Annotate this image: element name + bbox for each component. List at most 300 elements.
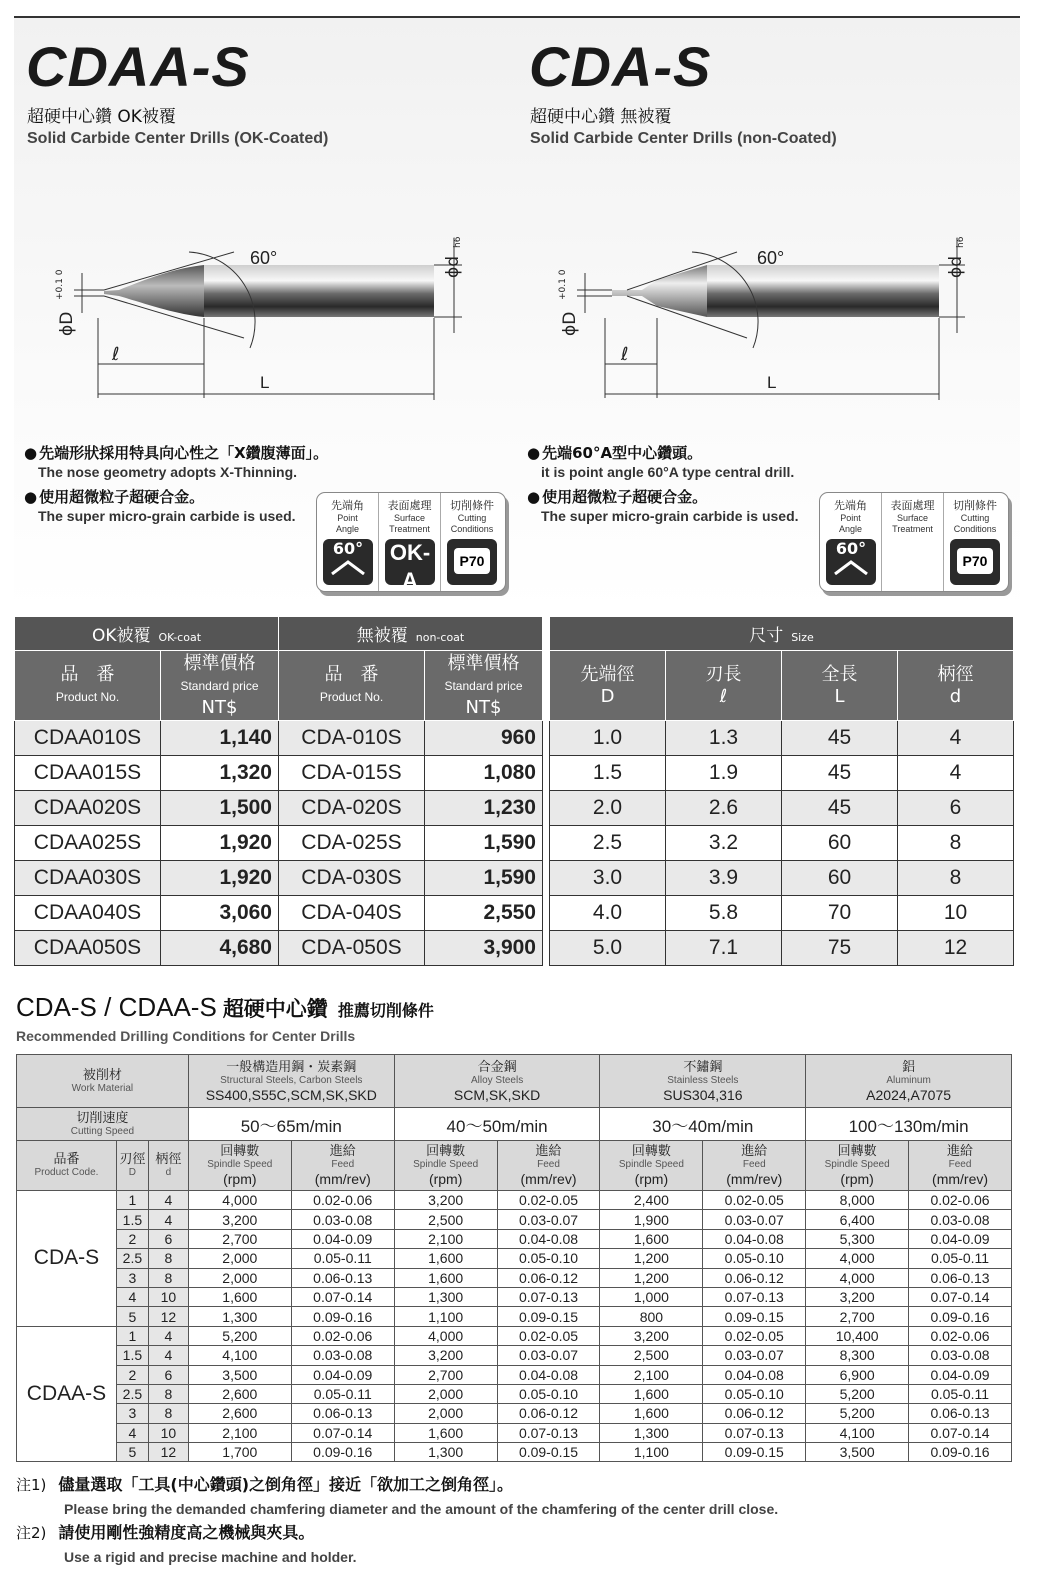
shank-diameter: 4 bbox=[148, 1326, 188, 1345]
non-coat-product-no: CDA-015S bbox=[279, 756, 425, 791]
spindle-speed: 3,200 bbox=[188, 1210, 291, 1229]
dim-L-label: L bbox=[767, 373, 777, 392]
edge-diameter-header: 刃徑 D bbox=[116, 1141, 148, 1191]
feed: 0.03-0.07 bbox=[703, 1346, 806, 1365]
angle-label: 60° bbox=[250, 248, 278, 268]
feed: 0.09-0.15 bbox=[497, 1443, 600, 1462]
spindle-speed: 4,000 bbox=[394, 1326, 497, 1345]
note-1: 注1) 儘量選取「工具(中心鑽頭)之倒角徑」接近「欲加工之倒角徑」。 Please bring the demanded chamfering diameter and the amount of the chamfering of the center drill close. bbox=[16, 1475, 779, 1517]
flute-length: 5.8 bbox=[666, 896, 782, 931]
spindle-zh: 回轉數 bbox=[837, 1144, 877, 1159]
spindle-speed: 1,300 bbox=[188, 1307, 291, 1326]
non-coat-product-no: CDA-025S bbox=[279, 826, 425, 861]
feed: 0.07-0.13 bbox=[703, 1423, 806, 1442]
feed: 0.05-0.11 bbox=[909, 1384, 1012, 1403]
point-angle-icon: 60° bbox=[323, 539, 373, 585]
spindle-speed: 800 bbox=[600, 1307, 703, 1326]
spindle-speed: 2,000 bbox=[394, 1384, 497, 1403]
dim-D-label: ϕD bbox=[560, 311, 580, 336]
spindle-en: Spindle Speed bbox=[207, 1159, 273, 1170]
product-subtitle-en: Solid Carbide Center Drills (OK-Coated) bbox=[27, 130, 329, 147]
feed: 0.06-0.13 bbox=[909, 1268, 1012, 1287]
product-overview-panel bbox=[14, 16, 1020, 612]
product-title: CDA-S bbox=[529, 35, 712, 98]
shank-diameter: 8 bbox=[898, 861, 1014, 896]
product-group-label: CDA-S bbox=[17, 1191, 117, 1327]
table-row bbox=[17, 1423, 1012, 1442]
spindle-speed: 2,500 bbox=[394, 1210, 497, 1229]
size-group-header: 尺寸 Size bbox=[550, 617, 1014, 651]
ok-price: 1,920 bbox=[161, 826, 279, 861]
ok-product-no: CDAA020S bbox=[15, 791, 161, 826]
feed: 0.07-0.13 bbox=[703, 1287, 806, 1306]
material-header: 不鏽鋼 Stainless Steels SUS304,316 bbox=[600, 1055, 806, 1108]
feed-header bbox=[291, 1141, 394, 1191]
table-row bbox=[17, 1307, 1012, 1326]
bullet-zh: ● 先端形狀採用特具向心性之「X鑽腹薄面」。 bbox=[24, 442, 324, 464]
angle-label: 60° bbox=[757, 248, 785, 268]
ok-product-no: CDAA030S bbox=[15, 861, 161, 896]
feed: 0.09-0.15 bbox=[703, 1443, 806, 1462]
shank-diameter: 10 bbox=[148, 1423, 188, 1442]
cutting-speed-value: 30～40m/min bbox=[600, 1108, 806, 1141]
edge-diameter: 2.5 bbox=[116, 1249, 148, 1268]
spindle-en: Spindle Speed bbox=[413, 1159, 479, 1170]
shank-diameter: 6 bbox=[148, 1229, 188, 1248]
spindle-unit: (rpm) bbox=[223, 1171, 257, 1187]
feed: 0.06-0.13 bbox=[291, 1268, 394, 1287]
spindle-speed: 5,200 bbox=[188, 1326, 291, 1345]
flute-length: 3.2 bbox=[666, 826, 782, 861]
table-row bbox=[17, 1346, 1012, 1365]
spindle-speed: 2,600 bbox=[188, 1384, 291, 1403]
spindle-speed: 3,200 bbox=[600, 1326, 703, 1345]
feed: 0.06-0.12 bbox=[703, 1404, 806, 1423]
non-coat-price: 2,550 bbox=[425, 896, 543, 931]
product-group-label: CDAA-S bbox=[17, 1326, 117, 1462]
table-row bbox=[15, 861, 543, 896]
feed: 0.07-0.14 bbox=[909, 1423, 1012, 1442]
ok-price: 4,680 bbox=[161, 931, 279, 966]
feed-en: Feed bbox=[537, 1159, 560, 1170]
point-angle-icon: 60° bbox=[826, 539, 876, 585]
spindle-speed: 2,500 bbox=[600, 1346, 703, 1365]
ok-product-no: CDAA040S bbox=[15, 896, 161, 931]
feed: 0.02-0.05 bbox=[497, 1326, 600, 1345]
shank-diameter: 4 bbox=[898, 721, 1014, 756]
spindle-zh: 回轉數 bbox=[426, 1144, 466, 1159]
feature-bullets bbox=[527, 442, 827, 530]
drill-body bbox=[612, 265, 939, 317]
feed-en: Feed bbox=[742, 1159, 766, 1170]
spindle-speed: 5,200 bbox=[806, 1384, 909, 1403]
dim-D-tolerance: +0.1 0 bbox=[558, 269, 568, 300]
table-row bbox=[17, 1326, 1012, 1345]
feed: 0.07-0.14 bbox=[291, 1287, 394, 1306]
spindle-speed: 2,600 bbox=[188, 1404, 291, 1423]
dim-L-label: L bbox=[260, 373, 270, 392]
edge-diameter: 4 bbox=[116, 1423, 148, 1442]
spindle-speed: 5,200 bbox=[806, 1404, 909, 1423]
feed-unit: (mm/rev) bbox=[932, 1171, 989, 1187]
bullet-zh: ● 使用超微粒子超硬合金。 bbox=[527, 486, 827, 508]
spindle-speed: 6,900 bbox=[806, 1365, 909, 1384]
feed: 0.05-0.10 bbox=[497, 1384, 600, 1403]
edge-diameter: 5 bbox=[116, 1307, 148, 1326]
dim-d-tolerance: h6 bbox=[453, 236, 463, 248]
spindle-speed: 4,100 bbox=[188, 1346, 291, 1365]
non-coat-product-no: CDA-050S bbox=[279, 931, 425, 966]
feed-unit: (mm/rev) bbox=[726, 1171, 783, 1187]
cutting-conditions-col: 切削條件 Cutting Conditions P70 bbox=[441, 493, 503, 591]
spindle-unit: (rpm) bbox=[428, 1171, 463, 1187]
table-row bbox=[17, 1404, 1012, 1423]
table-row bbox=[15, 721, 543, 756]
flute-length: 3.9 bbox=[666, 861, 782, 896]
spindle-speed: 1,600 bbox=[600, 1384, 703, 1403]
shank-diameter: 8 bbox=[898, 826, 1014, 861]
feed: 0.03-0.08 bbox=[291, 1210, 394, 1229]
feed: 0.06-0.12 bbox=[497, 1404, 600, 1423]
standard-price-header: 標準價格 Standard price NT$ bbox=[161, 651, 279, 721]
shank-diameter: 10 bbox=[148, 1287, 188, 1306]
feed: 0.05-0.11 bbox=[291, 1249, 394, 1268]
spindle-speed: 2,100 bbox=[394, 1229, 497, 1248]
shank-diameter: 8 bbox=[148, 1249, 188, 1268]
table-row bbox=[15, 791, 543, 826]
product-no-header: 品 番 Product No. bbox=[279, 651, 425, 721]
spindle-speed: 4,000 bbox=[806, 1268, 909, 1287]
dim-D-tolerance: +0.1 0 bbox=[55, 269, 65, 300]
ok-price: 1,920 bbox=[161, 861, 279, 896]
spindle-speed-header bbox=[806, 1141, 909, 1191]
shank-diameter: 8 bbox=[148, 1384, 188, 1403]
ok-a-coating-icon: OK-A Premium bbox=[385, 539, 435, 585]
table-row bbox=[17, 1443, 1012, 1462]
table-row bbox=[17, 1268, 1012, 1287]
feed: 0.06-0.13 bbox=[909, 1404, 1012, 1423]
ok-product-no: CDAA015S bbox=[15, 756, 161, 791]
feed: 0.04-0.08 bbox=[703, 1229, 806, 1248]
overall-length: 60 bbox=[782, 861, 898, 896]
spindle-speed: 3,200 bbox=[806, 1287, 909, 1306]
spindle-speed: 2,700 bbox=[394, 1365, 497, 1384]
edge-diameter: 1 bbox=[116, 1326, 148, 1345]
point-angle-col: 先端角 Point Angle 60° bbox=[317, 493, 379, 591]
edge-diameter: 1.5 bbox=[116, 1210, 148, 1229]
feed: 0.09-0.16 bbox=[909, 1443, 1012, 1462]
bullet-en: it is point angle 60°A type central drill. bbox=[541, 464, 795, 480]
spindle-speed: 1,600 bbox=[394, 1268, 497, 1287]
spindle-zh: 回轉數 bbox=[220, 1144, 260, 1159]
drill-body bbox=[104, 265, 434, 317]
overall-length: 45 bbox=[782, 756, 898, 791]
table-row bbox=[15, 896, 543, 931]
shank-diameter: 4 bbox=[148, 1346, 188, 1365]
bullet-en: The nose geometry adopts X-Thinning. bbox=[38, 464, 298, 480]
table-row bbox=[17, 1191, 1012, 1210]
non-coat-price: 1,080 bbox=[425, 756, 543, 791]
spindle-speed: 10,400 bbox=[806, 1326, 909, 1345]
shank-diameter: 12 bbox=[148, 1307, 188, 1326]
table-row bbox=[550, 756, 1014, 791]
drill-drawing bbox=[14, 218, 484, 418]
flute-length: 1.9 bbox=[666, 756, 782, 791]
ok-product-no: CDAA025S bbox=[15, 826, 161, 861]
tip-diameter: 3.0 bbox=[550, 861, 666, 896]
table-row bbox=[17, 1287, 1012, 1306]
shank-diameter: 6 bbox=[148, 1365, 188, 1384]
spindle-speed: 4,000 bbox=[806, 1249, 909, 1268]
feed-header bbox=[703, 1141, 806, 1191]
spindle-speed: 2,000 bbox=[188, 1249, 291, 1268]
shank-diameter: 4 bbox=[148, 1191, 188, 1210]
feed: 0.06-0.12 bbox=[497, 1268, 600, 1287]
table-row bbox=[550, 896, 1014, 931]
cutting-speed-value: 40～50m/min bbox=[394, 1108, 600, 1141]
spindle-speed: 1,600 bbox=[394, 1249, 497, 1268]
spindle-speed: 5,300 bbox=[806, 1229, 909, 1248]
feed-header bbox=[497, 1141, 600, 1191]
dim-D-label: ϕD bbox=[57, 311, 77, 336]
table-row bbox=[550, 861, 1014, 896]
spindle-unit: (rpm) bbox=[840, 1171, 874, 1187]
product-cda-s bbox=[517, 18, 1020, 614]
overall-length-header: 全長 L bbox=[782, 651, 898, 721]
edge-diameter: 5 bbox=[116, 1443, 148, 1462]
spindle-speed: 8,000 bbox=[806, 1191, 909, 1210]
product-title: CDAA-S bbox=[26, 35, 250, 98]
spindle-speed: 2,700 bbox=[188, 1229, 291, 1248]
conditions-title: CDA-S / CDAA-S 超硬中心鑽 推薦切削條件 bbox=[16, 992, 434, 1022]
feed: 0.05-0.10 bbox=[703, 1384, 806, 1403]
spindle-speed: 1,600 bbox=[600, 1229, 703, 1248]
shank-diameter-header: 柄徑 d bbox=[898, 651, 1014, 721]
table-row bbox=[550, 791, 1014, 826]
spindle-speed: 2,100 bbox=[188, 1423, 291, 1442]
spindle-speed: 1,900 bbox=[600, 1210, 703, 1229]
feed: 0.03-0.07 bbox=[497, 1346, 600, 1365]
feed: 0.02-0.06 bbox=[909, 1191, 1012, 1210]
spindle-speed: 1,000 bbox=[600, 1287, 703, 1306]
cutting-speed-value: 100～130m/min bbox=[806, 1108, 1012, 1141]
ok-product-no: CDAA050S bbox=[15, 931, 161, 966]
feed: 0.04-0.08 bbox=[497, 1229, 600, 1248]
cutting-conditions-table bbox=[16, 1054, 1012, 1462]
feed: 0.09-0.15 bbox=[703, 1307, 806, 1326]
feed: 0.04-0.09 bbox=[909, 1365, 1012, 1384]
spindle-speed: 1,600 bbox=[188, 1287, 291, 1306]
shank-diameter-header: 柄徑 d bbox=[148, 1141, 188, 1191]
feed: 0.06-0.12 bbox=[703, 1268, 806, 1287]
table-row bbox=[15, 931, 543, 966]
spindle-speed: 3,200 bbox=[394, 1191, 497, 1210]
spindle-speed: 3,500 bbox=[806, 1443, 909, 1462]
dim-l-label: ℓ bbox=[112, 344, 120, 365]
work-material-header: 被削材 Work Material bbox=[17, 1055, 189, 1108]
edge-diameter: 2 bbox=[116, 1365, 148, 1384]
feed: 0.09-0.16 bbox=[909, 1307, 1012, 1326]
feed: 0.03-0.08 bbox=[291, 1346, 394, 1365]
non-coat-product-no: CDA-020S bbox=[279, 791, 425, 826]
edge-diameter: 1.5 bbox=[116, 1346, 148, 1365]
material-header: 鋁 Aluminum A2024,A7075 bbox=[806, 1055, 1012, 1108]
tip-diameter-header: 先端徑 D bbox=[550, 651, 666, 721]
spindle-speed: 1,700 bbox=[188, 1443, 291, 1462]
feed-unit: (mm/rev) bbox=[314, 1171, 371, 1187]
flute-length: 7.1 bbox=[666, 931, 782, 966]
spindle-speed: 3,500 bbox=[188, 1365, 291, 1384]
tip-diameter: 4.0 bbox=[550, 896, 666, 931]
spindle-speed: 4,100 bbox=[806, 1423, 909, 1442]
shank-diameter: 8 bbox=[148, 1404, 188, 1423]
table-row bbox=[15, 756, 543, 791]
edge-diameter: 1 bbox=[116, 1191, 148, 1210]
spindle-speed: 1,300 bbox=[394, 1287, 497, 1306]
feed-zh: 進給 bbox=[741, 1144, 768, 1159]
feed: 0.03-0.07 bbox=[497, 1210, 600, 1229]
shank-diameter: 12 bbox=[898, 931, 1014, 966]
feed: 0.07-0.13 bbox=[497, 1423, 600, 1442]
flute-length: 2.6 bbox=[666, 791, 782, 826]
feed-zh: 進給 bbox=[535, 1144, 562, 1159]
tip-diameter: 2.5 bbox=[550, 826, 666, 861]
bullet-en: The super micro-grain carbide is used. bbox=[38, 508, 296, 524]
spindle-speed: 2,100 bbox=[600, 1365, 703, 1384]
product-subtitle-zh: 超硬中心鑽 OK被覆 bbox=[27, 107, 176, 127]
table-row bbox=[17, 1365, 1012, 1384]
price-table bbox=[14, 616, 543, 966]
overall-length: 45 bbox=[782, 721, 898, 756]
spindle-zh: 回轉數 bbox=[631, 1144, 671, 1159]
table-row bbox=[17, 1249, 1012, 1268]
non-coat-price: 1,590 bbox=[425, 861, 543, 896]
product-no-header: 品 番 Product No. bbox=[15, 651, 161, 721]
feed: 0.02-0.05 bbox=[497, 1191, 600, 1210]
feed: 0.02-0.06 bbox=[291, 1326, 394, 1345]
feed: 0.09-0.15 bbox=[497, 1307, 600, 1326]
feed-unit: (mm/rev) bbox=[520, 1171, 577, 1187]
edge-diameter: 2.5 bbox=[116, 1384, 148, 1403]
feed-en: Feed bbox=[331, 1159, 355, 1170]
feed-en: Feed bbox=[948, 1159, 972, 1170]
product-cdaa-s bbox=[14, 18, 517, 614]
feed: 0.06-0.13 bbox=[291, 1404, 394, 1423]
edge-diameter: 3 bbox=[116, 1404, 148, 1423]
ok-price: 1,140 bbox=[161, 721, 279, 756]
spindle-speed: 1,100 bbox=[394, 1307, 497, 1326]
shank-diameter: 12 bbox=[148, 1443, 188, 1462]
shank-diameter: 10 bbox=[898, 896, 1014, 931]
product-code-header: 品番 Product Code. bbox=[17, 1141, 117, 1191]
spindle-unit: (rpm) bbox=[634, 1171, 669, 1187]
conditions-subtitle: Recommended Drilling Conditions for Center Drills bbox=[16, 1028, 356, 1044]
material-header: 合金鋼 Alloy Steels SCM,SK,SKD bbox=[394, 1055, 600, 1108]
ok-price: 3,060 bbox=[161, 896, 279, 931]
feed: 0.02-0.05 bbox=[703, 1191, 806, 1210]
spindle-speed: 8,300 bbox=[806, 1346, 909, 1365]
page-reference-icon: P70 bbox=[950, 539, 1000, 585]
spindle-speed-header bbox=[600, 1141, 703, 1191]
spindle-speed: 1,300 bbox=[600, 1423, 703, 1442]
feed: 0.03-0.07 bbox=[703, 1210, 806, 1229]
edge-diameter: 2 bbox=[116, 1229, 148, 1248]
tip-diameter: 5.0 bbox=[550, 931, 666, 966]
cutting-speed-header: 切削速度 Cutting Speed bbox=[17, 1108, 189, 1141]
table-row bbox=[15, 826, 543, 861]
overall-length: 70 bbox=[782, 896, 898, 931]
spindle-en: Spindle Speed bbox=[618, 1159, 684, 1170]
feed: 0.05-0.10 bbox=[703, 1249, 806, 1268]
standard-price-header: 標準價格 Standard price NT$ bbox=[425, 651, 543, 721]
feed: 0.07-0.13 bbox=[497, 1287, 600, 1306]
table-row bbox=[17, 1210, 1012, 1229]
spindle-speed: 1,100 bbox=[600, 1443, 703, 1462]
bullet-zh: ● 先端60°A型中心鑽頭。 bbox=[527, 442, 827, 464]
spindle-speed: 2,700 bbox=[806, 1307, 909, 1326]
feed: 0.04-0.09 bbox=[291, 1365, 394, 1384]
overall-length: 75 bbox=[782, 931, 898, 966]
drill-drawing bbox=[517, 218, 987, 418]
table-row bbox=[550, 931, 1014, 966]
surface-treatment-col: 表面處理 Surface Treatment OK-A Premium bbox=[379, 493, 441, 591]
feed: 0.07-0.14 bbox=[909, 1287, 1012, 1306]
feed: 0.07-0.14 bbox=[291, 1423, 394, 1442]
dim-d-label: ϕd bbox=[443, 255, 463, 278]
feed: 0.02-0.05 bbox=[703, 1326, 806, 1345]
flute-length: 1.3 bbox=[666, 721, 782, 756]
non-coat-price: 1,230 bbox=[425, 791, 543, 826]
dim-d-label: ϕd bbox=[946, 255, 966, 278]
dim-l-label: ℓ bbox=[621, 344, 629, 365]
size-table bbox=[549, 616, 1014, 966]
material-header: 一般構造用鋼・炭素鋼 Structural Steels, Carbon Steels SS400,S55C,SCM,SK,SKD bbox=[188, 1055, 394, 1108]
feed-header bbox=[909, 1141, 1012, 1191]
ok-price: 1,500 bbox=[161, 791, 279, 826]
spindle-en: Spindle Speed bbox=[824, 1159, 890, 1170]
feed: 0.02-0.06 bbox=[291, 1191, 394, 1210]
table-row bbox=[550, 721, 1014, 756]
spindle-speed: 2,400 bbox=[600, 1191, 703, 1210]
feed: 0.03-0.08 bbox=[909, 1210, 1012, 1229]
cutting-conditions-col: 切削條件 Cutting Conditions P70 bbox=[944, 493, 1006, 591]
feed: 0.03-0.08 bbox=[909, 1346, 1012, 1365]
feed: 0.02-0.06 bbox=[909, 1326, 1012, 1345]
tip-diameter: 2.0 bbox=[550, 791, 666, 826]
note-2: 注2) 請使用剛性強精度高之機械與夾具。 Use a rigid and precise machine and holder. bbox=[16, 1523, 357, 1565]
page-reference-icon: P70 bbox=[447, 539, 497, 585]
feature-icons-box bbox=[316, 492, 506, 604]
spindle-speed: 1,300 bbox=[394, 1443, 497, 1462]
shank-diameter: 4 bbox=[898, 756, 1014, 791]
non-coat-price: 1,590 bbox=[425, 826, 543, 861]
non-coat-product-no: CDA-010S bbox=[279, 721, 425, 756]
ok-price: 1,320 bbox=[161, 756, 279, 791]
table-row bbox=[17, 1229, 1012, 1248]
spindle-speed-header bbox=[188, 1141, 291, 1191]
point-angle-col: 先端角 Point Angle 60° bbox=[820, 493, 882, 591]
bullet-zh: ● 使用超微粒子超硬合金。 bbox=[24, 486, 324, 508]
spindle-speed: 1,600 bbox=[600, 1404, 703, 1423]
spindle-speed: 1,200 bbox=[600, 1268, 703, 1287]
flute-length-header: 刃長 ℓ bbox=[666, 651, 782, 721]
spindle-speed: 3,200 bbox=[394, 1346, 497, 1365]
shank-diameter: 4 bbox=[148, 1210, 188, 1229]
spindle-speed: 1,200 bbox=[600, 1249, 703, 1268]
surface-treatment-col: 表面處理 Surface Treatment bbox=[882, 493, 944, 591]
ok-coat-group-header: OK被覆 OK-coat bbox=[15, 617, 279, 651]
non-coat-group-header: 無被覆 non-coat bbox=[279, 617, 543, 651]
